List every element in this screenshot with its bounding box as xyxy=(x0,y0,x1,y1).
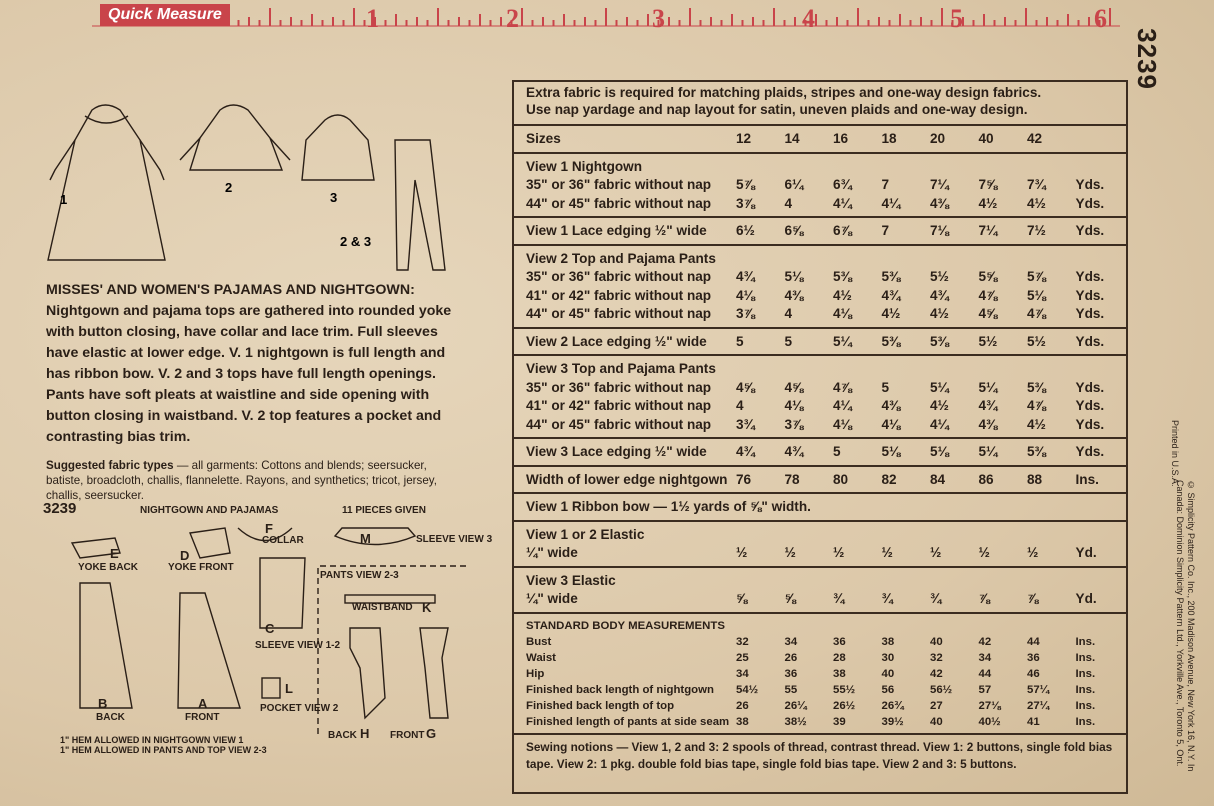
piece-label: E xyxy=(110,546,119,561)
row-label: View 1 Lace edging ½" wide xyxy=(526,223,707,238)
cell-value: 4¼ xyxy=(930,416,949,432)
piece-label: YOKE FRONT xyxy=(168,562,234,573)
cell-value: 5½ xyxy=(930,269,949,284)
chart-row xyxy=(526,634,1116,650)
chart-row xyxy=(526,471,1116,490)
cell-value: 32 xyxy=(736,635,749,648)
chart-row xyxy=(526,544,1116,563)
cell-value: 5⅞ xyxy=(736,177,755,192)
cell-value: 5¼ xyxy=(930,379,949,395)
cell-value: 4½ xyxy=(1027,195,1046,211)
cell-value: 4½ xyxy=(930,398,949,413)
chart-row xyxy=(526,714,1116,730)
cell-value: 5⅞ xyxy=(1027,269,1046,284)
quick-measure-label: Quick Measure xyxy=(100,4,230,26)
piece-label: 11 PIECES GIVEN xyxy=(342,505,426,516)
cell-value: 39½ xyxy=(881,715,904,728)
unit-label: Ins. xyxy=(1075,471,1099,487)
unit-label: Yds. xyxy=(1075,287,1105,303)
cell-value: ½ xyxy=(930,545,942,560)
size-header: 40 xyxy=(978,131,994,146)
cell-value: 5 xyxy=(784,333,793,349)
cell-value: 7¾ xyxy=(1027,177,1046,192)
cell-value: 3⅞ xyxy=(784,416,804,432)
row-label: Hip xyxy=(526,667,545,680)
piece-label: 1" HEM ALLOWED IN PANTS AND TOP VIEW 2-3 xyxy=(60,745,267,755)
unit-label: Yd. xyxy=(1075,591,1097,606)
cell-value: 6⅞ xyxy=(833,223,852,238)
chart-section xyxy=(514,356,1126,439)
cell-value: 86 xyxy=(978,471,994,487)
cell-value: 57¼ xyxy=(1027,683,1050,696)
unit-label: Ins. xyxy=(1075,651,1096,664)
cell-value: 34 xyxy=(978,651,992,664)
cell-value: 4⅝ xyxy=(784,379,804,395)
cell-value: 5½ xyxy=(1027,333,1046,349)
cell-value: 54½ xyxy=(736,683,759,696)
cell-value: 26¾ xyxy=(881,699,904,712)
cell-value: 5¼ xyxy=(978,444,998,459)
cell-value: 36 xyxy=(1027,651,1040,664)
cell-value: 7½ xyxy=(1027,223,1046,238)
cell-value: 5⅜ xyxy=(1027,379,1046,395)
cell-value: 4⅛ xyxy=(833,416,852,432)
yardage-chart xyxy=(512,80,1128,794)
unit-label: Ins. xyxy=(1075,715,1096,728)
unit-label: Yds. xyxy=(1075,177,1105,192)
chart-row xyxy=(526,498,1116,517)
cell-value: 27⅛ xyxy=(978,699,1001,712)
cell-value: 7¼ xyxy=(978,223,998,238)
cell-value: 6¾ xyxy=(833,177,852,192)
cell-value: 5½ xyxy=(978,333,998,349)
size-header: 42 xyxy=(1027,131,1043,146)
chart-row xyxy=(526,305,1116,324)
section-title: View 1 or 2 Elastic xyxy=(526,526,645,542)
cell-value: ½ xyxy=(784,545,796,560)
row-label: Width of lower edge nightgown xyxy=(526,471,728,487)
unit-label: Yds. xyxy=(1075,195,1105,211)
ruler-number: 5 xyxy=(950,4,963,33)
cell-value: 3⅞ xyxy=(736,306,755,321)
copyright-text: © Simplicity Pattern Co. Inc., 200 Madison Avenue, New York 16, N.Y. In Canada: Dominion Simplicity Pattern Ltd., Yorkville Ave., Toronto 5, Ont. xyxy=(1175,480,1196,772)
unit-label: Yds. xyxy=(1075,306,1105,321)
chart-row xyxy=(526,333,1116,352)
cell-value: 4⅛ xyxy=(736,287,755,303)
cell-value: 4⅝ xyxy=(736,379,755,395)
cell-value: 4¼ xyxy=(833,195,852,211)
unit-label: Yds. xyxy=(1075,444,1105,459)
cell-value: 4⅝ xyxy=(978,306,998,321)
cell-value: 5 xyxy=(881,379,890,395)
cell-value: 5⅛ xyxy=(784,269,804,284)
pattern-description xyxy=(46,280,454,503)
cell-value: 82 xyxy=(881,471,897,487)
garment-illustrations xyxy=(50,100,460,280)
row-label: 41" or 42" fabric without nap xyxy=(526,287,712,303)
description-text: MISSES' AND WOMEN'S PAJAMAS AND NIGHTGOWN: Nightgown and pajama tops are gathered into rounded yoke with button closing, have collar and lace trim. Full sleeves have elastic at lower edge. V. 1 nightgown is full length and has ribbon bow. V. 2 and 3 tops have full length openings. Pants have soft pleats at waistline and side opening with button closing in waistband. V. 2 top features a pocket and contrasting bias trim. xyxy=(46,282,452,445)
cell-value: ½ xyxy=(833,545,845,560)
description-title: MISSES' AND WOMEN'S PAJAMAS AND NIGHTGOWN: xyxy=(46,282,415,298)
cell-value: 4⅜ xyxy=(930,195,949,211)
ruler-number: 4 xyxy=(802,4,815,33)
piece-label: 1" HEM ALLOWED IN NIGHTGOWN VIEW 1 xyxy=(60,735,244,745)
cell-value: 32 xyxy=(930,651,943,664)
cell-value: 42 xyxy=(930,667,943,680)
cell-value: 76 xyxy=(736,471,752,487)
unit-label: Yds. xyxy=(1075,269,1105,284)
cell-value: 5⅛ xyxy=(881,444,901,459)
chart-row xyxy=(526,650,1116,666)
cell-value: 4⅞ xyxy=(978,287,998,303)
cell-value: 4½ xyxy=(930,306,949,321)
cell-value: 39 xyxy=(833,715,846,728)
cell-value: 34 xyxy=(736,667,749,680)
sewing-notions: Sewing notions — View 1, 2 and 3: 2 spools of thread, contrast thread. View 1: 2 buttons, single fold bias tape. View 2: 1 pkg. double fold bias tape, single fold bias tape. View 2 and 3: 5 buttons. xyxy=(526,739,1113,771)
cell-value: 5⅝ xyxy=(978,269,998,284)
unit-label: Yds. xyxy=(1075,379,1105,395)
cell-value: 4¼ xyxy=(881,195,901,211)
chart-section xyxy=(514,154,1126,219)
cell-value: 7⅝ xyxy=(978,177,998,192)
cell-value: 4⅜ xyxy=(784,287,804,303)
cell-value: ¾ xyxy=(833,591,845,606)
cell-value: ½ xyxy=(1027,545,1039,560)
section-title: STANDARD BODY MEASUREMENTS xyxy=(526,619,725,632)
row-label: Finished back length of nightgown xyxy=(526,683,714,696)
printed-in: Printed in U.S.A. xyxy=(1170,420,1180,487)
unit-label: Yds. xyxy=(1075,223,1105,238)
piece-label: PANTS VIEW 2-3 xyxy=(320,570,399,581)
cell-value: 44 xyxy=(1027,635,1040,648)
ruler-number: 1 xyxy=(366,4,379,33)
piece-label: FRONT xyxy=(390,730,425,741)
cell-value: 7¼ xyxy=(930,177,949,192)
cell-value: 5⅜ xyxy=(930,333,949,349)
cell-value: 56 xyxy=(881,683,895,696)
cell-value: 5¼ xyxy=(978,379,998,395)
pattern-number: 3239 xyxy=(1132,28,1162,90)
cell-value: 4¾ xyxy=(736,269,755,284)
cell-value: 7 xyxy=(881,177,890,192)
cell-value: ½ xyxy=(736,545,748,560)
chart-row xyxy=(526,287,1116,306)
row-label: 41" or 42" fabric without nap xyxy=(526,398,712,413)
view-label: 1 xyxy=(60,192,68,207)
chart-section xyxy=(514,439,1126,467)
cell-value: 4⅛ xyxy=(833,306,852,321)
cell-value: 78 xyxy=(784,471,800,487)
unit-label: Ins. xyxy=(1075,699,1096,712)
chart-section xyxy=(514,568,1126,614)
piece-label: SLEEVE VIEW 1-2 xyxy=(255,640,341,651)
cell-value: 5 xyxy=(736,333,744,349)
cell-value: 38 xyxy=(736,715,749,728)
row-label: View 1 Ribbon bow — 1½ yards of ⅝" width. xyxy=(526,499,811,514)
cell-value: 38 xyxy=(881,635,895,648)
piece-label: L xyxy=(285,681,293,696)
cell-value: ⅞ xyxy=(1027,591,1039,606)
cell-value: 4 xyxy=(784,306,793,321)
cell-value: 55½ xyxy=(833,683,856,696)
cell-value: 26 xyxy=(784,651,798,664)
row-label: ¼" wide xyxy=(526,591,578,606)
piece-label: G xyxy=(426,726,437,741)
row-label: Waist xyxy=(526,651,556,664)
cell-value: 5⅜ xyxy=(881,269,901,284)
cell-value: 4½ xyxy=(833,287,852,303)
cell-value: 46 xyxy=(1027,667,1040,680)
piece-label: M xyxy=(360,531,371,546)
quick-measure-ruler xyxy=(92,4,1120,30)
cell-value: 41 xyxy=(1027,715,1040,728)
cell-value: 3⅞ xyxy=(736,195,755,211)
body-measurements xyxy=(514,614,1126,735)
cell-value: 5⅛ xyxy=(930,444,949,459)
cell-value: 4⅛ xyxy=(784,398,804,413)
section-title: View 3 Top and Pajama Pants xyxy=(526,361,716,376)
cell-value: 4⅜ xyxy=(881,398,901,413)
suggested-fabrics: Suggested fabric types — all garments: Cottons and blends; seersucker, batiste, broadcloth, challis, flannelette. Rayons, and synthetics; tricot, jersey, challis, seersucker. xyxy=(46,459,437,502)
cell-value: 4¾ xyxy=(736,444,755,459)
size-header: 12 xyxy=(736,131,752,146)
chart-row xyxy=(526,682,1116,698)
cell-value: 6⅝ xyxy=(784,223,804,238)
unit-label: Yds. xyxy=(1075,416,1105,432)
cell-value: 44 xyxy=(978,667,992,680)
piece-label: WAISTBAND xyxy=(352,602,413,613)
piece-label: H xyxy=(360,726,370,741)
row-label: Finished length of pants at side seam xyxy=(526,715,730,728)
chart-section xyxy=(514,246,1126,329)
cell-value: 4 xyxy=(736,398,744,413)
chart-row xyxy=(526,666,1116,682)
cell-value: 4½ xyxy=(881,306,901,321)
cell-value: 6½ xyxy=(736,223,755,238)
cell-value: 38 xyxy=(833,667,846,680)
row-label: 44" or 45" fabric without nap xyxy=(526,306,712,321)
ruler-number: 3 xyxy=(652,4,665,33)
cell-value: 4⅜ xyxy=(978,416,998,432)
row-label: 44" or 45" fabric without nap xyxy=(526,195,712,211)
piece-label: A xyxy=(198,696,208,711)
piece-label: FRONT xyxy=(185,712,220,723)
ruler-number: 2 xyxy=(506,4,519,33)
cell-value: 26 xyxy=(736,699,749,712)
chart-row xyxy=(526,590,1116,609)
section-title: View 2 Top and Pajama Pants xyxy=(526,250,716,266)
size-header: 20 xyxy=(930,131,946,146)
cell-value: 88 xyxy=(1027,471,1043,487)
cell-value: 4¼ xyxy=(833,398,852,413)
svg-text:3: 3 xyxy=(330,190,338,205)
piece-label: COLLAR xyxy=(262,535,304,546)
row-label: Bust xyxy=(526,635,552,648)
cell-value: 80 xyxy=(833,471,849,487)
chart-row xyxy=(526,443,1116,462)
chart-row xyxy=(526,379,1116,398)
row-label: View 3 Lace edging ½" wide xyxy=(526,444,707,459)
cell-value: 30 xyxy=(881,651,895,664)
svg-text:2: 2 xyxy=(225,180,233,195)
cell-value: 7⅛ xyxy=(930,223,949,238)
unit-label: Ins. xyxy=(1075,635,1096,648)
piece-label: B xyxy=(98,696,108,711)
cell-value: 55 xyxy=(784,683,798,696)
cell-value: 38½ xyxy=(784,715,807,728)
cell-value: 4⅞ xyxy=(833,379,852,395)
cell-value: 5⅜ xyxy=(881,333,901,349)
cell-value: 28 xyxy=(833,651,846,664)
section-title: View 1 Nightgown xyxy=(526,158,643,174)
cell-value: 36 xyxy=(833,635,846,648)
unit-label: Ins. xyxy=(1075,667,1096,680)
cell-value: 26¼ xyxy=(784,699,807,712)
piece-label: POCKET VIEW 2 xyxy=(260,703,339,714)
cell-value: ⅝ xyxy=(736,591,748,606)
size-header: 18 xyxy=(881,131,897,146)
unit-label: Ins. xyxy=(1075,683,1096,696)
chart-section xyxy=(514,494,1126,522)
row-label: ¼" wide xyxy=(526,545,578,560)
piece-label: 3239 xyxy=(43,500,77,517)
chart-row xyxy=(526,195,1116,214)
cell-value: 4¾ xyxy=(978,398,998,413)
cell-value: 25 xyxy=(736,651,749,664)
chart-row xyxy=(526,222,1116,241)
cell-value: 4½ xyxy=(1027,416,1046,432)
row-label: 44" or 45" fabric without nap xyxy=(526,416,712,432)
sizes-row: Sizes 12 14 16 18 20 40 42 xyxy=(514,126,1126,154)
piece-label: BACK xyxy=(96,712,125,723)
chart-section xyxy=(514,218,1126,246)
cell-value: 57 xyxy=(978,683,992,696)
piece-label: C xyxy=(265,621,275,636)
piece-label: K xyxy=(422,600,432,615)
cell-value: 40 xyxy=(930,635,943,648)
cell-value: 84 xyxy=(930,471,946,487)
cell-value: 5 xyxy=(833,444,841,459)
cell-value: 34 xyxy=(784,635,798,648)
cell-value: ½ xyxy=(881,545,893,560)
row-label: 35" or 36" fabric without nap xyxy=(526,269,712,284)
cell-value: ⅞ xyxy=(978,591,990,606)
size-header: 16 xyxy=(833,131,849,146)
cell-value: 7 xyxy=(881,223,890,238)
cell-value: 36 xyxy=(784,667,798,680)
chart-note: Extra fabric is required for matching plaids, stripes and one-way design fabrics. Use nap yardage and nap layout for satin, uneven plaids and one-way design. xyxy=(514,82,1126,126)
cell-value: ½ xyxy=(978,545,990,560)
cell-value: 4⅞ xyxy=(1027,306,1046,321)
cell-value: 40½ xyxy=(978,715,1001,728)
row-label: 35" or 36" fabric without nap xyxy=(526,177,712,192)
row-label: View 2 Lace edging ½" wide xyxy=(526,333,707,349)
ruler-number: 6 xyxy=(1094,4,1107,33)
svg-text:2 & 3: 2 & 3 xyxy=(340,234,372,249)
chart-section xyxy=(514,467,1126,495)
cell-value: 5⅜ xyxy=(833,269,852,284)
piece-label: D xyxy=(180,548,190,563)
cell-value: 4¾ xyxy=(930,287,949,303)
cell-value: 40 xyxy=(930,715,943,728)
piece-label: BACK xyxy=(328,730,357,741)
cell-value: ⅝ xyxy=(784,591,796,606)
cell-value: 6¼ xyxy=(784,177,804,192)
pattern-pieces-diagram xyxy=(40,498,493,768)
row-label: 35" or 36" fabric without nap xyxy=(526,379,712,395)
chart-row xyxy=(526,397,1116,416)
cell-value: ¾ xyxy=(930,591,942,606)
chart-section xyxy=(514,329,1126,357)
chart-row xyxy=(526,176,1116,195)
cell-value: 40 xyxy=(881,667,895,680)
cell-value: 5¼ xyxy=(833,333,852,349)
piece-label: SLEEVE VIEW 3 xyxy=(416,534,493,545)
cell-value: 4 xyxy=(784,195,793,211)
chart-row xyxy=(526,268,1116,287)
cell-value: 27¼ xyxy=(1027,699,1050,712)
cell-value: 4½ xyxy=(978,195,998,211)
piece-label: YOKE BACK xyxy=(78,562,139,573)
cell-value: 5⅜ xyxy=(1027,444,1046,459)
cell-value: 4¾ xyxy=(784,444,804,459)
size-header: 14 xyxy=(784,131,800,146)
cell-value: 26½ xyxy=(833,699,856,712)
unit-label: Yds. xyxy=(1075,398,1105,413)
cell-value: 4⅞ xyxy=(1027,398,1046,413)
cell-value: 4⅛ xyxy=(881,416,901,432)
unit-label: Yd. xyxy=(1075,545,1097,560)
cell-value: ¾ xyxy=(881,591,893,606)
piece-label: NIGHTGOWN AND PAJAMAS xyxy=(140,505,279,516)
cell-value: 5⅛ xyxy=(1027,287,1046,303)
cell-value: 27 xyxy=(930,699,943,712)
cell-value: 42 xyxy=(978,635,992,648)
cell-value: 4¾ xyxy=(881,287,901,303)
cell-value: 3¾ xyxy=(736,416,755,432)
chart-section xyxy=(514,522,1126,568)
unit-label: Yds. xyxy=(1075,333,1105,349)
chart-row xyxy=(526,416,1116,435)
row-label: Finished back length of top xyxy=(526,699,675,712)
piece-label: F xyxy=(265,521,273,536)
chart-row xyxy=(526,698,1116,714)
section-title: View 3 Elastic xyxy=(526,572,616,588)
cell-value: 56½ xyxy=(930,683,953,696)
